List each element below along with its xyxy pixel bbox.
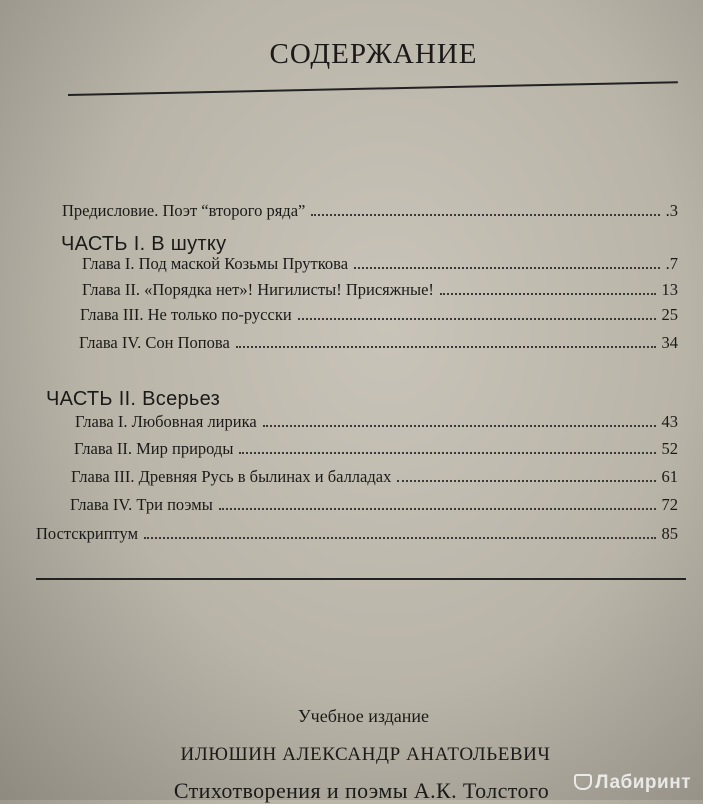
- toc-entry-preface[interactable]: [62, 201, 678, 221]
- toc-entry-page: 25: [661, 305, 678, 324]
- toc-entry-page: 43: [661, 412, 678, 431]
- toc-entry-part1-ch2[interactable]: [82, 280, 678, 300]
- dot-leader: [219, 507, 656, 510]
- dot-leader: [144, 536, 655, 539]
- dot-leader: [397, 479, 655, 482]
- toc-entry-label: Глава II. «Порядка нет»! Нигилисты! Присяжные!: [82, 280, 434, 299]
- bottom-divider: [36, 578, 686, 580]
- dot-leader: [239, 451, 655, 454]
- toc-entry-part2-ch1[interactable]: [75, 412, 678, 432]
- toc-entry-part1-ch1[interactable]: [82, 254, 678, 274]
- toc-entry-part2-ch4[interactable]: [70, 495, 678, 515]
- dot-leader: [298, 317, 656, 320]
- toc-entry-page: 52: [661, 439, 678, 458]
- toc-entry-label: Глава III. Древняя Русь в былинах и балладах: [71, 467, 392, 486]
- book-title: Стихотворения и поэмы А.К. Толстого: [173, 778, 550, 803]
- toc-entry-label: Глава I. Под маской Козьмы Пруткова: [82, 254, 349, 273]
- toc-entry-page: 85: [661, 524, 678, 543]
- toc-entry-part2-ch2[interactable]: [74, 439, 678, 459]
- toc-entry-page: .7: [665, 254, 678, 273]
- toc-entry-part1-ch4[interactable]: [79, 333, 678, 353]
- toc-entry-label: Глава III. Не только по-русски: [80, 305, 292, 324]
- toc-entry-label: Постскриптум: [36, 524, 139, 543]
- toc-entry-label: Глава IV. Сон Попова: [79, 333, 230, 352]
- toc-entry-part2-ch3[interactable]: [71, 467, 678, 487]
- toc-entry-page: 61: [661, 467, 678, 486]
- toc-entry-page: 72: [661, 495, 678, 514]
- toc-entry-postscript[interactable]: [36, 524, 678, 544]
- dot-leader: [263, 424, 656, 427]
- toc-entry-label: Глава IV. Три поэмы: [70, 495, 213, 514]
- part-heading-1: ЧАСТЬ I. В шутку: [61, 233, 227, 255]
- dot-leader: [236, 345, 656, 348]
- author-name: ИЛЮШИН АЛЕКСАНДР АНАТОЛЬЕВИЧ: [180, 744, 551, 765]
- toc-entry-label: Глава I. Любовная лирика: [75, 412, 257, 431]
- dot-leader: [440, 292, 656, 295]
- dot-leader: [354, 266, 660, 269]
- labirint-logo-icon: [574, 774, 592, 790]
- watermark-text: Лабиринт: [595, 772, 691, 793]
- labirint-watermark: [574, 772, 691, 794]
- toc-entry-page: 13: [661, 280, 678, 299]
- toc-entry-label: Предисловие. Поэт “второго ряда”: [62, 201, 306, 220]
- edition-type: Учебное издание: [297, 706, 430, 726]
- toc-entry-part1-ch3[interactable]: [80, 305, 678, 325]
- page-title: СОДЕРЖАНИЕ: [269, 38, 478, 70]
- toc-entry-label: Глава II. Мир природы: [74, 439, 234, 458]
- part-heading-2: ЧАСТЬ II. Всерьез: [46, 388, 221, 410]
- dot-leader: [311, 213, 659, 216]
- toc-entry-page: 34: [661, 333, 678, 352]
- toc-entry-page: .3: [665, 201, 678, 220]
